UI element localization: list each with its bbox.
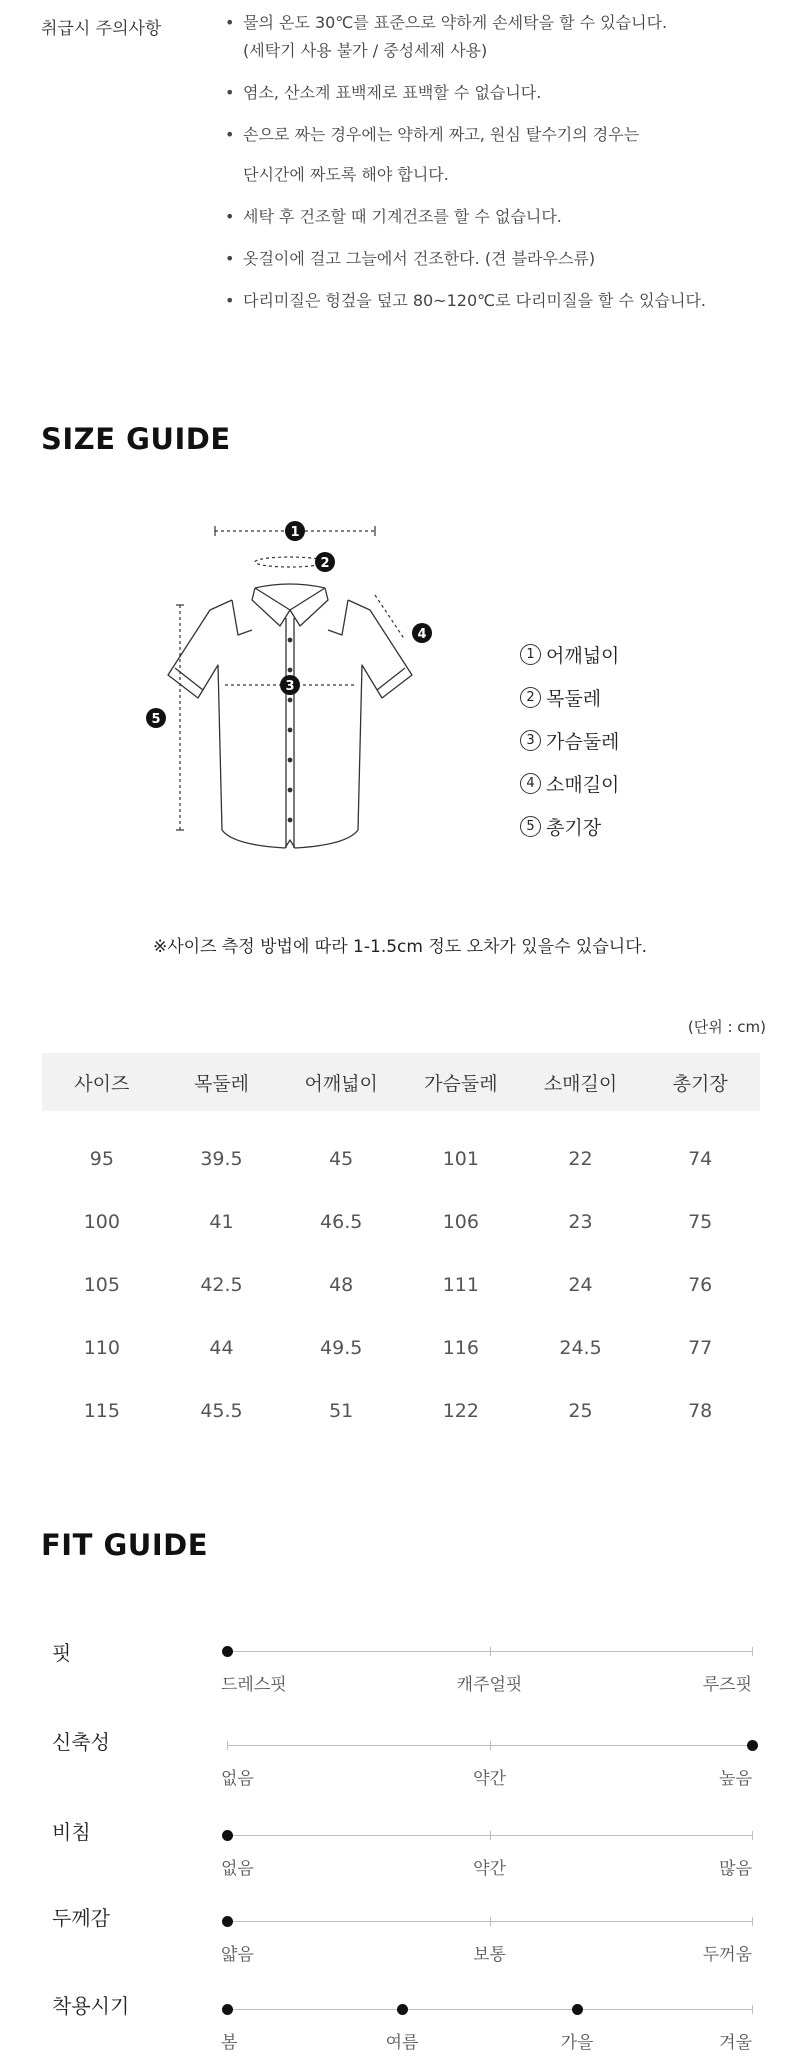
fit-label: 착용시기 bbox=[52, 1994, 130, 2018]
table-cell: 77 bbox=[688, 1336, 713, 1359]
table-row bbox=[42, 1379, 760, 1442]
size-table-body bbox=[42, 1111, 760, 1442]
bullet-icon: • bbox=[225, 13, 235, 32]
fit-scale bbox=[221, 2004, 752, 2064]
table-cell: 41 bbox=[209, 1210, 234, 1233]
table-cell: 75 bbox=[688, 1210, 713, 1233]
legend-item bbox=[520, 719, 619, 762]
fit-option-label: 많음 bbox=[719, 1859, 752, 1879]
legend-number: 4 bbox=[520, 773, 541, 794]
bullet-icon: • bbox=[225, 249, 235, 268]
legend-label: 어깨넓이 bbox=[546, 645, 620, 667]
care-item-text: (세탁기 사용 불가 / 중성세제 사용) bbox=[243, 41, 488, 60]
shirt-buttons bbox=[288, 638, 293, 823]
table-cell: 101 bbox=[442, 1147, 479, 1170]
table-row bbox=[42, 1253, 760, 1316]
care-item-text: 물의 온도 30℃를 표준으로 약하게 손세탁을 할 수 있습니다. bbox=[243, 13, 668, 32]
table-cell: 111 bbox=[442, 1273, 479, 1296]
fit-scale bbox=[221, 1916, 752, 1976]
table-cell: 24 bbox=[568, 1273, 593, 1296]
svg-text:4: 4 bbox=[417, 627, 427, 642]
marker-2 bbox=[315, 552, 335, 572]
table-row bbox=[42, 1190, 760, 1253]
marker-1 bbox=[285, 521, 305, 541]
care-item-text: 손으로 짜는 경우에는 약하게 짜고, 원심 탈수기의 경우는 bbox=[243, 125, 640, 144]
fit-option-label: 봄 bbox=[221, 2033, 238, 2053]
table-cell: 95 bbox=[89, 1147, 114, 1170]
fit-option-label: 약간 bbox=[473, 1859, 506, 1879]
care-item-text: 다리미질은 헝겊을 덮고 80~120℃로 다리미질을 할 수 있습니다. bbox=[243, 291, 706, 310]
fit-scale bbox=[221, 1740, 752, 1800]
care-item bbox=[225, 124, 785, 186]
svg-text:5: 5 bbox=[151, 712, 161, 727]
table-header-cell: 가슴둘레 bbox=[424, 1072, 498, 1095]
care-item bbox=[225, 248, 785, 270]
fit-selected-dot bbox=[747, 1740, 758, 1751]
shirt-measurement-diagram bbox=[140, 500, 460, 870]
size-guide-title: SIZE GUIDE bbox=[41, 422, 231, 456]
fit-option-label: 없음 bbox=[221, 1769, 254, 1789]
legend-item bbox=[520, 762, 619, 805]
fit-option-label: 얇음 bbox=[221, 1945, 254, 1965]
legend-number: 2 bbox=[520, 687, 541, 708]
table-cell: 45.5 bbox=[200, 1399, 243, 1422]
size-table-header bbox=[42, 1053, 760, 1111]
svg-text:2: 2 bbox=[320, 556, 330, 571]
bullet-icon: • bbox=[225, 291, 235, 310]
care-item-text: 염소, 산소계 표백제로 표백할 수 없습니다. bbox=[243, 83, 542, 102]
table-header-cell: 목둘레 bbox=[193, 1072, 250, 1095]
fit-selected-dot bbox=[397, 2004, 408, 2015]
legend-number: 1 bbox=[520, 644, 541, 665]
fit-scale-line bbox=[227, 2009, 752, 2010]
table-cell: 110 bbox=[83, 1336, 120, 1359]
fit-label: 핏 bbox=[52, 1641, 72, 1665]
table-cell: 51 bbox=[329, 1399, 354, 1422]
fit-option-label: 없음 bbox=[221, 1859, 254, 1879]
fit-option-label: 두꺼움 bbox=[702, 1945, 752, 1965]
table-cell: 49.5 bbox=[320, 1336, 363, 1359]
fit-row bbox=[0, 1990, 800, 2070]
legend-label: 총기장 bbox=[546, 817, 602, 839]
fit-option-label: 높음 bbox=[719, 1769, 752, 1789]
fit-label: 두께감 bbox=[52, 1906, 110, 1930]
care-item-text: 단시간에 짜도록 해야 합니다. bbox=[243, 165, 449, 184]
table-cell: 46.5 bbox=[320, 1210, 363, 1233]
legend-item bbox=[520, 633, 619, 676]
fit-selected-dot bbox=[222, 1916, 233, 1927]
table-cell: 39.5 bbox=[200, 1147, 243, 1170]
shirt-outline bbox=[168, 584, 412, 848]
fit-label: 신축성 bbox=[52, 1730, 110, 1754]
table-cell: 42.5 bbox=[200, 1273, 243, 1296]
fit-row bbox=[0, 1816, 800, 1896]
fit-guide-title: FIT GUIDE bbox=[41, 1528, 209, 1562]
table-header-cell: 총기장 bbox=[672, 1072, 728, 1095]
care-item bbox=[225, 12, 785, 62]
legend-number: 5 bbox=[520, 816, 541, 837]
table-row bbox=[42, 1316, 760, 1379]
care-item-text: 옷걸이에 걸고 그늘에서 건조한다. (견 블라우스류) bbox=[243, 249, 596, 268]
fit-option-label: 겨울 bbox=[719, 2033, 752, 2053]
table-header-cell: 사이즈 bbox=[74, 1072, 130, 1095]
table-cell: 22 bbox=[568, 1147, 593, 1170]
legend-item bbox=[520, 805, 619, 848]
fit-tick bbox=[227, 1741, 228, 1750]
bullet-icon: • bbox=[225, 207, 235, 226]
care-item bbox=[225, 82, 785, 104]
fit-tick bbox=[490, 1831, 491, 1840]
table-cell: 78 bbox=[688, 1399, 713, 1422]
care-list bbox=[225, 12, 785, 332]
care-title: 취급시 주의사항 bbox=[41, 19, 162, 39]
marker-3 bbox=[280, 675, 300, 695]
legend-item bbox=[520, 676, 619, 719]
fit-tick bbox=[490, 1741, 491, 1750]
care-section bbox=[0, 0, 800, 340]
table-cell: 105 bbox=[83, 1273, 120, 1296]
measurement-legend bbox=[520, 633, 619, 848]
bullet-icon: • bbox=[225, 125, 235, 144]
size-note: ※사이즈 측정 방법에 따라 1-1.5cm 정도 오차가 있을수 있습니다. bbox=[152, 937, 648, 957]
fit-option-label: 약간 bbox=[473, 1769, 506, 1789]
table-header-cell: 소매길이 bbox=[543, 1072, 618, 1095]
table-cell: 45 bbox=[329, 1147, 354, 1170]
fit-option-label: 가을 bbox=[560, 2033, 594, 2053]
care-item-text: 세탁 후 건조할 때 기계건조를 할 수 없습니다. bbox=[243, 207, 562, 226]
care-item bbox=[225, 206, 785, 228]
table-cell: 44 bbox=[209, 1336, 234, 1359]
measurement-end-ticks bbox=[176, 526, 375, 830]
fit-row bbox=[0, 1637, 800, 1717]
fit-tick bbox=[490, 1647, 491, 1656]
fit-selected-dot bbox=[222, 2004, 233, 2015]
fit-option-label: 캐주얼핏 bbox=[456, 1675, 523, 1695]
table-cell: 100 bbox=[83, 1210, 120, 1233]
table-cell: 106 bbox=[442, 1210, 479, 1233]
fit-selected-dot bbox=[222, 1646, 233, 1657]
table-cell: 74 bbox=[688, 1147, 713, 1170]
table-cell: 115 bbox=[83, 1399, 120, 1422]
fit-label: 비침 bbox=[52, 1820, 91, 1844]
unit-label: (단위 : cm) bbox=[687, 1018, 766, 1036]
fit-tick bbox=[490, 1917, 491, 1926]
size-table bbox=[42, 1053, 760, 1442]
svg-text:1: 1 bbox=[290, 525, 300, 540]
fit-option-label: 여름 bbox=[385, 2033, 419, 2053]
legend-label: 가슴둘레 bbox=[546, 731, 620, 753]
marker-5 bbox=[146, 708, 166, 728]
fit-tick bbox=[752, 1917, 753, 1926]
legend-label: 소매길이 bbox=[546, 774, 620, 796]
svg-text:3: 3 bbox=[285, 679, 295, 694]
table-cell: 48 bbox=[329, 1273, 354, 1296]
fit-selected-dot bbox=[572, 2004, 583, 2015]
table-cell: 116 bbox=[442, 1336, 479, 1359]
table-cell: 76 bbox=[688, 1273, 713, 1296]
fit-tick bbox=[752, 1831, 753, 1840]
fit-option-label: 루즈핏 bbox=[702, 1675, 752, 1695]
table-cell: 24.5 bbox=[559, 1336, 602, 1359]
fit-option-label: 드레스핏 bbox=[221, 1675, 287, 1695]
fit-tick bbox=[752, 2005, 753, 2014]
fit-row bbox=[0, 1726, 800, 1806]
marker-4 bbox=[412, 623, 432, 643]
fit-tick bbox=[752, 1647, 753, 1656]
fit-scale bbox=[221, 1646, 752, 1706]
table-header-cell: 어깨넓이 bbox=[304, 1072, 378, 1095]
table-row bbox=[42, 1127, 760, 1190]
fit-option-label: 보통 bbox=[473, 1945, 506, 1965]
fit-row bbox=[0, 1902, 800, 1982]
care-item bbox=[225, 290, 785, 312]
table-cell: 25 bbox=[568, 1399, 593, 1422]
fit-scale bbox=[221, 1830, 752, 1890]
legend-number: 3 bbox=[520, 730, 541, 751]
legend-label: 목둘레 bbox=[546, 688, 602, 710]
table-cell: 122 bbox=[442, 1399, 479, 1422]
table-cell: 23 bbox=[568, 1210, 593, 1233]
bullet-icon: • bbox=[225, 83, 235, 102]
fit-selected-dot bbox=[222, 1830, 233, 1841]
